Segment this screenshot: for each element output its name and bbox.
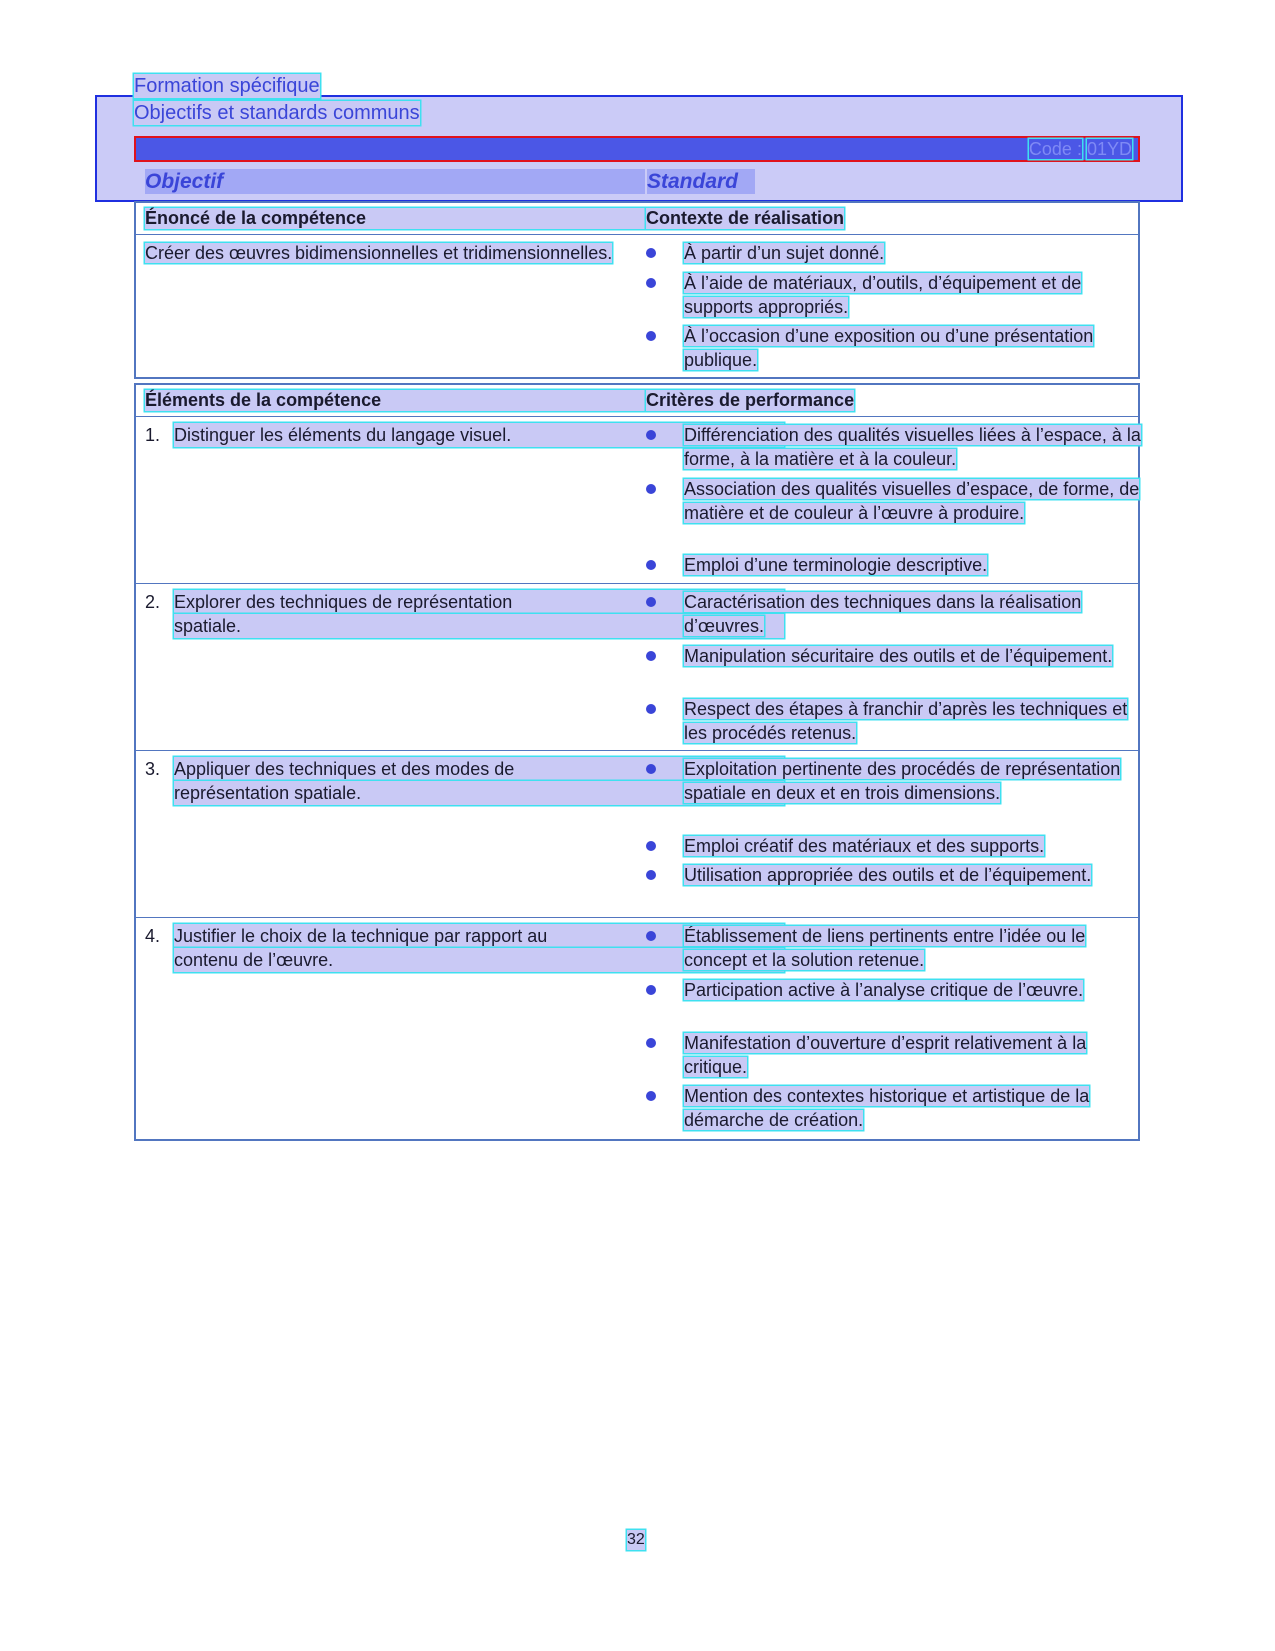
criterion-text: Emploi créatif des matériaux et des supports. — [684, 836, 1045, 856]
criterion-text: Différenciation des qualités visuelles liées à l’espace, à la forme, à la matière et à la couleur. — [684, 425, 1141, 469]
bullet-icon — [646, 704, 656, 714]
competence-table — [134, 201, 1140, 379]
context-item-text: À l’aide de matériaux, d’outils, d’équipement et de supports appropriés. — [684, 273, 1082, 317]
bullet-icon — [646, 764, 656, 774]
bullet-icon — [646, 331, 656, 341]
criterion-text: Établissement de liens pertinents entre l’idée ou le concept et la solution retenue. — [684, 926, 1086, 970]
criterion-text: Caractérisation des techniques dans la réalisation d’œuvres. — [684, 592, 1082, 636]
column-header-objectif: Objectif — [145, 169, 645, 194]
criterion-text: Utilisation appropriée des outils et de l’équipement. — [684, 865, 1092, 885]
bullet-icon — [646, 931, 656, 941]
criterion-text: Manipulation sécuritaire des outils et de l’équipement. — [684, 646, 1113, 666]
bullet-icon — [646, 651, 656, 661]
criterion-text: Exploitation pertinente des procédés de représentation spatiale en deux et en trois dimensions. — [684, 759, 1121, 803]
code-value: 01YD — [1086, 139, 1132, 159]
bullet-icon — [646, 985, 656, 995]
element-row — [136, 750, 1138, 918]
elements-heading: Éléments de la compétence — [145, 390, 765, 411]
context-heading: Contexte de réalisation — [646, 208, 845, 228]
element-text-line: contenu de l’œuvre. — [174, 948, 784, 972]
criterion-text: Participation active à l’analyse critique de l’œuvre. — [684, 980, 1084, 1000]
competence-statement-text: Créer des œuvres bidimensionnelles et tridimensionnelles. — [145, 243, 613, 263]
bullet-icon — [646, 870, 656, 880]
bullet-icon — [646, 1038, 656, 1048]
context-item-text: À partir d’un sujet donné. — [684, 243, 885, 263]
code-label: Code : — [1028, 139, 1082, 159]
element-number: 2. — [145, 592, 161, 612]
element-text-line: Explorer des techniques de représentation — [174, 590, 784, 614]
element-text-line: Distinguer les éléments du langage visuel. — [174, 423, 784, 447]
section-label: Formation spécifique — [134, 75, 320, 97]
element-number: 3. — [145, 759, 161, 779]
element-text-line: Appliquer des techniques et des modes de — [174, 757, 784, 781]
page-number: 32 — [627, 1531, 645, 1548]
competence-row — [136, 234, 1138, 377]
element-row — [136, 416, 1141, 584]
code-field — [1029, 138, 1132, 160]
element-number: 4. — [145, 926, 161, 946]
bullet-icon — [646, 484, 656, 494]
element-text-line: Justifier le choix de la technique par rapport au — [174, 924, 784, 948]
criterion-text: Emploi d’une terminologie descriptive. — [684, 555, 988, 575]
criterion-text: Respect des étapes à franchir d’après les techniques et les procédés retenus. — [684, 699, 1128, 743]
code-bar — [134, 136, 1140, 162]
element-row — [136, 917, 1138, 1139]
elements-heading-row — [136, 385, 1138, 416]
bullet-icon — [646, 1091, 656, 1101]
element-text-line: représentation spatiale. — [174, 781, 784, 805]
section-title: Objectifs et standards communs — [134, 102, 420, 124]
bullet-icon — [646, 560, 656, 570]
criteria-heading: Critères de performance — [646, 390, 855, 410]
elements-table — [134, 383, 1140, 1141]
competence-statement — [145, 241, 635, 265]
element-number: 1. — [145, 425, 161, 445]
element-text-line: spatiale. — [174, 614, 784, 638]
criterion-text: Association des qualités visuelles d’espace, de forme, de matière et de couleur à l’œuvre à produire. — [684, 479, 1140, 523]
criterion-text: Manifestation d’ouverture d’esprit relativement à la critique. — [684, 1033, 1087, 1077]
bullet-icon — [646, 248, 656, 258]
bullet-icon — [646, 430, 656, 440]
bullet-icon — [646, 597, 656, 607]
column-header-standard: Standard — [647, 169, 755, 194]
criterion-text: Mention des contextes historique et artistique de la démarche de création. — [684, 1086, 1090, 1130]
competence-heading-row — [136, 203, 1138, 234]
bullet-icon — [646, 278, 656, 288]
context-item-text: À l’occasion d’une exposition ou d’une présentation publique. — [684, 326, 1094, 370]
bullet-icon — [646, 841, 656, 851]
competence-heading: Énoncé de la compétence — [145, 208, 765, 229]
element-row — [136, 583, 1138, 751]
